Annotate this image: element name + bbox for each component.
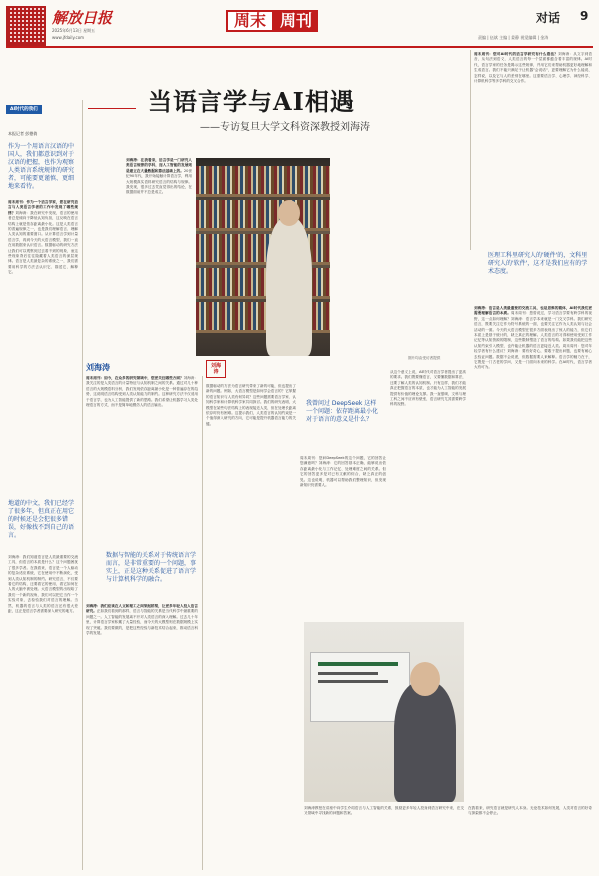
article-title: 当语言学与AI相遇 bbox=[148, 87, 355, 116]
pullquote-4: 医理工科里研究人的'硬件'的，文科里研究人的'软件'，这才是我们应有的学术态度。 bbox=[488, 252, 588, 275]
issue-date: 2025年6月13日 星期五 bbox=[52, 28, 96, 33]
article-subtitle: ——专访复旦大学文科资深教授刘海涛 bbox=[200, 122, 370, 133]
body-col-1: 周末周刊：作为一个语言学家，您在研究语言与人类语言学者的工作中发现了哪些规律？刘海涛：我在研究中发现，语言的使用者总是倾向于降低认知负担，这反映在语言结构上就是依存距离最小化。这是人类语言的普遍规律之一，也是我们理解语言、理解人类认知的重要窗口。从计算语言学到计量语言学，再到今天的大语言模型，我们一直在用数据来认识语言。数据驱动的研究方法让我们可以观察到过去看不到的现象，而这些现象背后往往隐藏着人类语言的深层规律。语言是人类最复杂的系统之一，我们需要用科学的方法去认识它、描述它、解释它。 bbox=[8, 200, 78, 275]
pullquote-1: 地道的中文，我们已经学了很多年，但真正在用它的时候还是会犯很多错误，好像找不到自己的语言。 bbox=[8, 500, 75, 539]
qr-code bbox=[6, 6, 46, 46]
section-banner bbox=[226, 10, 318, 32]
newspaper-logo: 解放日报 bbox=[52, 9, 113, 27]
intro-text: 作为一个用语言汉语的中国人，我们都意识到对于汉语的把握，也作为观察人类语言系统规律的研究者，可能要更谨慎、更细地来看待。 bbox=[8, 143, 75, 190]
page-number: 9 bbox=[580, 9, 589, 23]
website: www.jfdaily.com bbox=[52, 35, 85, 40]
body-col-3: 周末周刊：您对AI时代的语言学研究有什么看法？刘海涛：从文字到语音，从句法到语义，人类语言的每一个层面都蕴含着丰富的规律。AI时代，语言学家的任务是揭示这些规律，并用它们来帮助机器更好地理解和生成语言。我们不能只满足于让机器"会说话"，更要理解它为什么能说、怎样说，以及它与人的差别在哪里。这需要语言学、心理学、神经科学、计算机科学等多学科的交叉合作。 bbox=[474, 52, 592, 84]
body-col-1b: 刘海涛：我们知道语言是人类最重要的交流工具，但语言的本质是什么？这个问题困扰了很多学者。在我看来，语言是一个人驱动的复杂适应系统，它在使用中不断演化，受到人类认知机制的制约。研究语言，不仅要看它的结构，还要看它的使用，看它如何在人的大脑中被处理。大语言模型的出现给了我们一个新的视角，我们可以把它当作一个实验对象，去检验我们对语言的理解。当然，机器的语言与人类的语言还有很大差距，这正是语言学者需要深入研究的地方。 bbox=[8, 555, 78, 614]
photo-caption: 图片均由受访者提供 bbox=[408, 356, 441, 360]
body-col-6: 刘海涛：我们应该在人文和理工之间架起桥梁，让更多年轻人投入语言研究。正如我们看到的那样，语言与智能的关系是当代科学中最重要的问题之一。人工智能的发展离不开对人类语言的深入理解。过去几十年里，计算语言学家积累了大量经验，而今天的大模型则在数据规模上实现了突破。我们要做的，是把这些经验与新技术结合起来，推动语言科学的发展。 bbox=[86, 604, 198, 636]
photo-label: 刘海涛 bbox=[86, 363, 110, 372]
header-rule bbox=[6, 46, 593, 48]
portrait-photo bbox=[196, 158, 330, 356]
body-col-10: 在我看来，研究语言就是研究人本身。无论技术如何发展，人类对语言的好奇与探索都不会停止。 bbox=[468, 806, 592, 816]
body-col-5: 周末周刊：如今，在众多的研究领域中，您更关注哪些方面？刘海涛：我关注的是人类语言的计量特征与认知机制之间的关系。通过对几十种语言的大规模语料分析，我们发现依存距离最小化是一种普遍存在的趋势，这说明语言结构受到人类认知能力的制约。这种研究方法不仅适用于语言学，也为人工智能提供了新的思路。我们希望让机器学习人类处理语言的方式，而不是简单地模仿人的语言输出。 bbox=[86, 376, 198, 408]
body-col-4: 刘海涛：语言是人类最重要的交流工具，也是思维的载体，AI时代我们更需要理解语言的本质。周末周刊：您曾说过，学习语言学要有跨学科的视野，这一点如何理解？刘海涛：语言学本来就是一门交叉学科。我们研究语言，既要关注它作为符号系统的一面，也要关注它作为人类认知与社会活动的一面。今天的大语言模型在很多方面表现出了惊人的能力，但它们本质上是基于统计的，缺乏真正的理解。人类语言的习得和使用受到工作记忆等认知资源的限制，这些限制塑造了语言的结构。如果我们能把这些认知约束引入模型，也许能让机器的语言更接近人类。周末周刊：您对年轻学者有什么建议？刘海涛：要有好奇心，要敢于提出问题，也要有耐心去验证问题。数据不会说谎，但数据需要人来解释。语言学的魅力在于，它既是一门古老的学问，又是一门面向未来的科学。在AI时代，语言学者大有可为。 bbox=[474, 306, 592, 370]
topic-tag: AI时代的我们 bbox=[6, 105, 42, 114]
author-stamp: 刘海涛 bbox=[206, 360, 226, 378]
body-col-8: 周末周刊：您问DeepSeek的这个问题，它的回答让您满意吗？刘海涛：它的回答基本正确，能够说出依存距离最小化与工作记忆、处理难度之间的关系。但它的回答更多是对已有文献的综合，缺乏真正的创见。这也说明，机器可以帮助我们整理知识，但发现新知识仍需要人。 bbox=[300, 456, 386, 488]
editors: 责编 | 伍斌 主编 | 姜静 视觉编辑 | 金涛 bbox=[478, 35, 549, 40]
body-col-9: 从这个意义上说，AI时代对语言学者提出了更高的要求。我们既要懂语言，又要懂数据和算法，还要了解人类的认知机制。只有这样，我们才能真正把握语言的本质，也才能为人工智能的发展提供有价值的理论支撑。我一直强调，文科与理工科之间不应该有壁垒，语言研究尤其需要跨学科的视野。 bbox=[390, 370, 466, 407]
lecture-photo bbox=[304, 622, 464, 802]
body-col-11: 刘海涛教授在讲座中向学生介绍语言与人工智能的关系，鼓励更多年轻人投身到语言研究中来，在交叉领域中寻找新的问题和答案。 bbox=[304, 806, 464, 816]
body-col-2: 刘海涛：在我看来，语言学是一门研究人类语言规律的学科，而人工智能的发展则是建立在大量数据和算法基础上的。20世纪90年代，我开始接触计算语言学，利用大规模真实语料研究语言的结构与规律。我发现，很多过去凭直觉得出的结论，在数据面前并不总是成立。 bbox=[126, 158, 192, 195]
pullquote-3: 数据与智能的关系对于传统语言学而言，是非常重要的一个问题，事实上，正是这种关系促进了语言学与计算机科学的融合。 bbox=[106, 552, 197, 583]
body-col-7: 数据驱动的方法为语言研究带来了新的可能，但也提出了新的问题。例如，大语言模型是如何学会语言的？它掌握的语言知识与人类有何异同？这些问题需要语言学家、认知科学家和计算机科学家共同探讨。我们的研究表明，大模型在某些句法结构上的表现接近人类，但在处理长距离依存时仍有困难。这提示我们，人类语言的认知约束是一个值得深入研究的方向，它可能是提升机器语言能力的关键。 bbox=[206, 384, 296, 426]
byline: 本报记者 彭德倩 bbox=[8, 131, 38, 136]
section-b: 周刊 bbox=[274, 10, 318, 32]
section-a: 周末 bbox=[226, 10, 274, 32]
column-name: 对话 bbox=[536, 11, 561, 25]
pullquote-2: 我曾问过 DeepSeek 这样一个问题：依存距离最小化对于语言的意义是什么？ bbox=[306, 400, 379, 423]
